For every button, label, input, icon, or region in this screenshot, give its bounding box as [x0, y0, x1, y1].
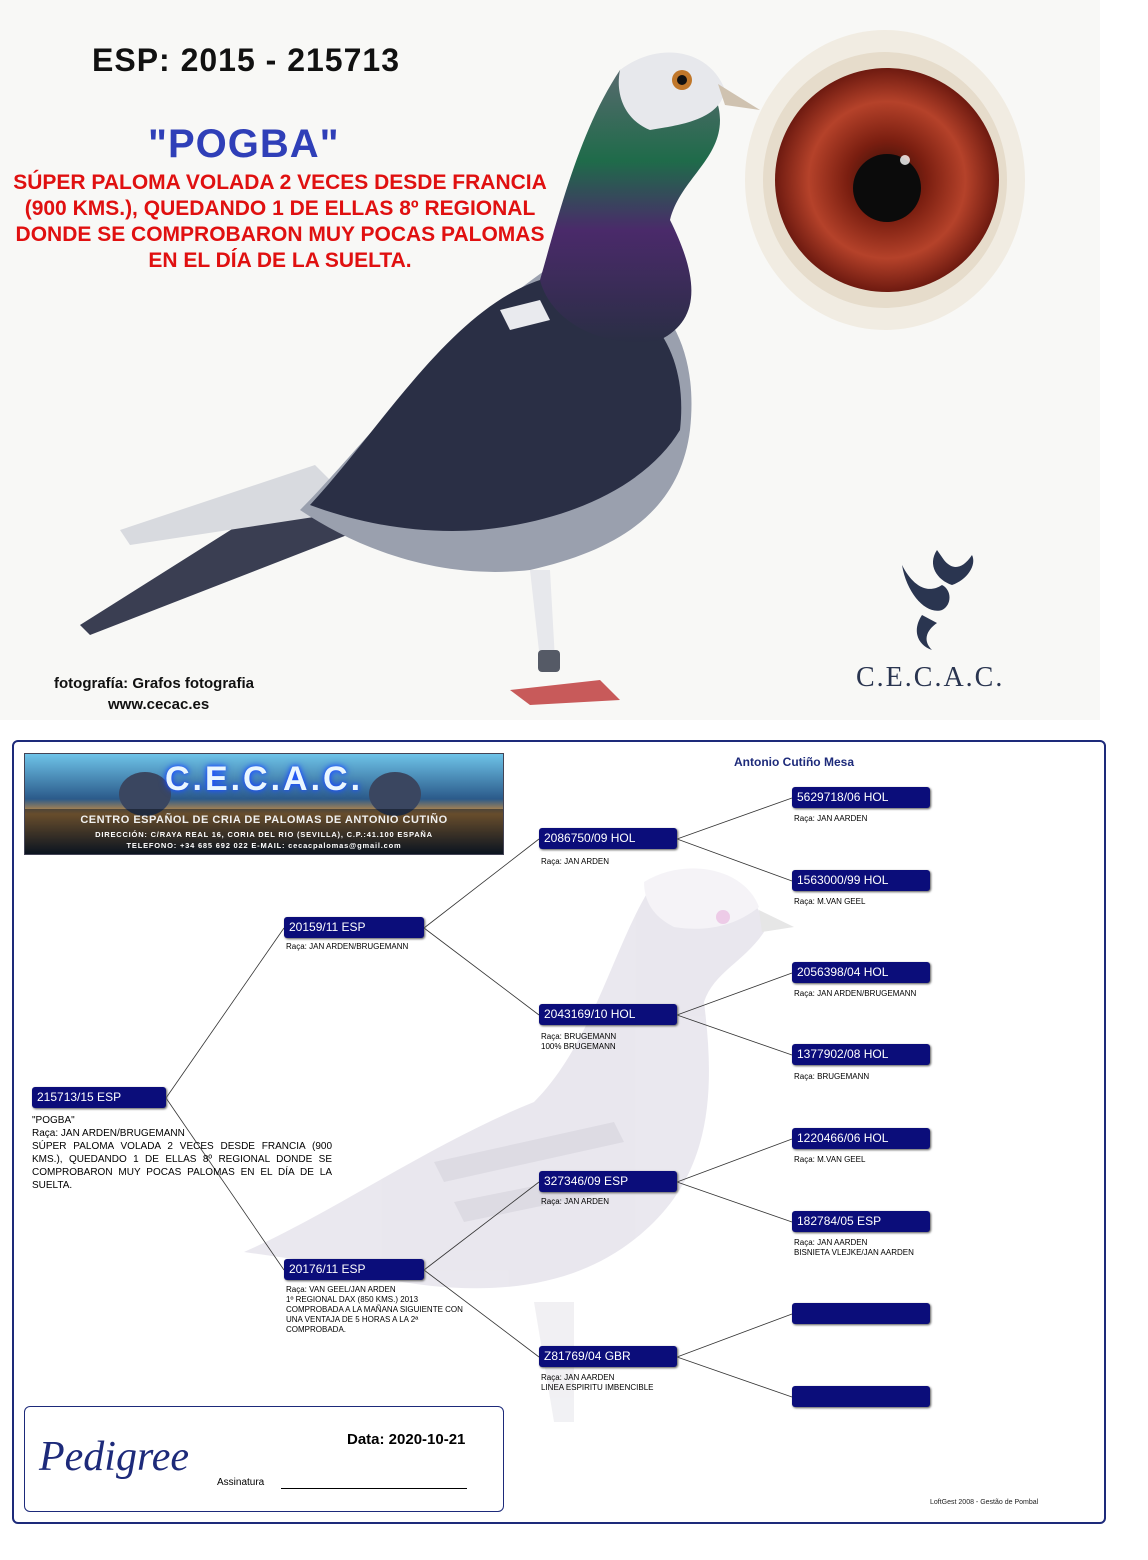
- sire-info: [286, 942, 408, 952]
- great-grandparent-6-note: BISNIETA VLEJKE/JAN AARDEN: [794, 1248, 914, 1257]
- great-grandparent-5-breed: Raça: M.VAN GEEL: [794, 1155, 866, 1164]
- pedigree-sheet: [12, 740, 1106, 1524]
- grandparent-1-breed: Raça: JAN ARDEN: [541, 857, 610, 866]
- great-grandparent-info-2: [794, 897, 865, 907]
- grandparent-4-note: LINEA ESPIRITU IMBENCIBLE: [541, 1383, 654, 1392]
- grandparent-info-3: [541, 1197, 609, 1207]
- eye-photo: [735, 20, 1025, 330]
- sire-breed: Raça: JAN ARDEN/BRUGEMANN: [286, 942, 409, 951]
- great-grandparent-1-breed: Raça: JAN AARDEN: [794, 814, 868, 823]
- dam-note-4: COMPROBADA.: [286, 1325, 347, 1334]
- dam-note-1: 1º REGIONAL DAX (850 KMS.) 2013: [286, 1295, 419, 1304]
- great-grandparent-4-breed: Raça: BRUGEMANN: [794, 1072, 870, 1081]
- signature-line[interactable]: [281, 1488, 467, 1489]
- sire-box[interactable]: 20159/11 ESP: [284, 917, 424, 938]
- great-grandparent-info-1: [794, 814, 867, 824]
- dove-logo: [882, 545, 992, 655]
- pigeon-name: "POGBA": [148, 122, 340, 166]
- great-grandparent-info-5: [794, 1155, 865, 1165]
- signature-label: Assinatura: [217, 1477, 265, 1488]
- great-grandparent-3-breed: Raça: JAN ARDEN/BRUGEMANN: [794, 989, 917, 998]
- subject-box[interactable]: 215713/15 ESP: [32, 1087, 166, 1108]
- great-grandparent-box-6[interactable]: 182784/05 ESP: [792, 1211, 930, 1232]
- great-grandparent-box-2[interactable]: 1563000/99 HOL: [792, 870, 930, 891]
- pedigree-date: Data: 2020-10-21: [347, 1431, 466, 1448]
- grandparent-box-2[interactable]: 2043169/10 HOL: [539, 1004, 677, 1025]
- grandparent-4-breed: Raça: JAN AARDEN: [541, 1373, 615, 1382]
- subject-name: "POGBA": [32, 1115, 75, 1126]
- great-grandparent-box-4[interactable]: 1377902/08 HOL: [792, 1044, 930, 1065]
- dam-note-2: COMPROBADA A LA MAÑANA SIGUIENTE CON: [286, 1305, 463, 1314]
- great-grandparent-box-8[interactable]: [792, 1386, 930, 1407]
- great-grandparent-2-breed: Raça: M.VAN GEEL: [794, 897, 866, 906]
- software-credit: LoftGest 2008 - Gestão de Pombal: [930, 1499, 1039, 1506]
- photo-card: [0, 0, 1100, 720]
- grandparent-info-1: [541, 857, 609, 867]
- great-grandparent-info-4: [794, 1072, 869, 1082]
- grandparent-3-breed: Raça: JAN ARDEN: [541, 1197, 610, 1206]
- great-grandparent-info-3: [794, 989, 916, 999]
- pigeon-description: SÚPER PALOMA VOLADA 2 VECES DESDE FRANCIA (900 KMS.), QUEDANDO 1 DE ELLAS 8º REGIONAL DONDE SE COMPROBARON MUY POCAS PALOMAS EN EL DÍA DE LA SUELTA.: [13, 171, 547, 272]
- pedigree-logo-text: Pedigree: [39, 1434, 190, 1480]
- subject-note: SÚPER PALOMA VOLADA 2 VECES DESDE FRANCIA (900 KMS.), QUEDANDO 1 DE ELLAS 8º REGIONAL DONDE SE COMPROBARON MUY POCAS PALOMAS EN EL DÍA DE LA SUELTA.: [32, 1141, 332, 1191]
- banner-subtitle: CENTRO ESPAÑOL DE CRIA DE PALOMAS DE ANTONIO CUTIÑO: [80, 814, 448, 826]
- owner-name: Antonio Cutiño Mesa: [734, 755, 854, 769]
- great-grandparent-box-7[interactable]: [792, 1303, 930, 1324]
- grandparent-info-4: [541, 1373, 653, 1393]
- cecac-banner: [24, 753, 504, 855]
- great-grandparent-box-3[interactable]: 2056398/04 HOL: [792, 962, 930, 983]
- grandparent-box-1[interactable]: 2086750/09 HOL: [539, 828, 677, 849]
- grandparent-box-3[interactable]: 327346/09 ESP: [539, 1171, 677, 1192]
- brand-text: C.E.C.A.C.: [856, 662, 1005, 693]
- photo-credit: fotografía: Grafos fotografia: [54, 675, 255, 692]
- great-grandparent-box-5[interactable]: 1220466/06 HOL: [792, 1128, 930, 1149]
- great-grandparent-6-breed: Raça: JAN AARDEN: [794, 1238, 868, 1247]
- great-grandparent-info-6: [794, 1238, 914, 1258]
- grandparent-2-note: 100% BRUGEMANN: [541, 1042, 616, 1051]
- banner-title: C.E.C.A.C.: [164, 760, 364, 798]
- subject-info: [32, 1114, 332, 1192]
- dam-note-3: UNA VENTAJA DE 5 HORAS A LA 2ª: [286, 1315, 419, 1324]
- great-grandparent-box-1[interactable]: 5629718/06 HOL: [792, 787, 930, 808]
- dam-box[interactable]: 20176/11 ESP: [284, 1259, 424, 1280]
- dam-breed: Raça: VAN GEEL/JAN ARDEN: [286, 1285, 396, 1294]
- ring-id-title: ESP: 2015 - 215713: [92, 42, 400, 78]
- grandparent-2-breed: Raça: BRUGEMANN: [541, 1032, 617, 1041]
- pedigree-footer: [24, 1406, 504, 1512]
- banner-contact: TELEFONO: +34 685 692 022 E-MAIL: cecacpalomas@gmail.com: [126, 841, 402, 850]
- subject-breed: Raça: JAN ARDEN/BRUGEMANN: [32, 1128, 185, 1139]
- website-link[interactable]: www.cecac.es: [108, 696, 210, 713]
- pigeon-photo: [60, 10, 760, 710]
- dam-info: [286, 1285, 463, 1335]
- grandparent-box-4[interactable]: Z81769/04 GBR: [539, 1346, 677, 1367]
- banner-address: DIRECCIÓN: C/RAYA REAL 16, CORIA DEL RIO (SEVILLA), C.P.:41.100 ESPAÑA: [95, 830, 433, 839]
- grandparent-info-2: [541, 1032, 616, 1052]
